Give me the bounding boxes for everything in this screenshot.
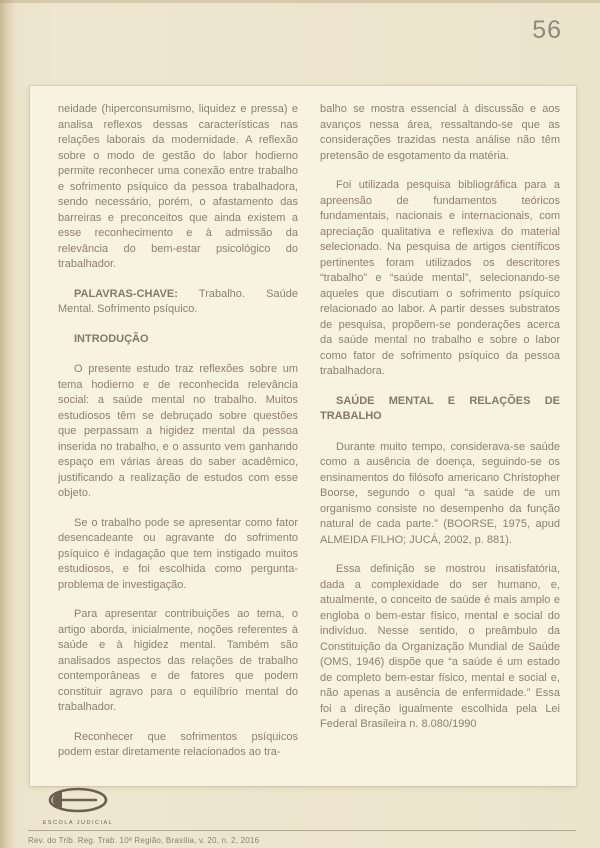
- escola-judicial-label: ESCOLA JUDICIAL: [42, 820, 114, 826]
- right-paragraph-2: Foi utilizada pesquisa bibliográfica para a apreensão de fundamentos teóricos fundamentais, nacionais e internacionais, com apreciação qualitativa e reflexiva do material selecionado. Na pesquisa de artigos científicos pertinentes foram utilizados os descritores “trabalho” e “saúde mental”, selecionando-se aqueles que discutiam o sofrimento psíquico relacionado ao labor. A partir desses substratos de pesquisa, propõem-se ponderações acerca da saúde mental no trabalho e sobre o labor como fator de sofrimento psíquico da pessoa trabalhadora.: [320, 179, 560, 377]
- abstract-continuation-paragraph: neidade (hiperconsumismo, liquidez e pressa) e analisa reflexos dessas características nas relações laborais da modernidade. A reflexão sobre o modo de gestão do labor hodierno permite reconhecer uma conexão entre trabalho e sofrimento psíquico da pessoa trabalhadora, sendo necessário, porém, o afastamento das barreiras e preconceitos que ainda existem a esse reconhecimento e à admissão da relevância do bem-estar psicológico do trabalhador.: [58, 103, 298, 270]
- footer-rule: [28, 830, 576, 831]
- saude-mental-paragraph-1: Durante muito tempo, considerava-se saúde como a ausência de doença, seguindo-se os ensinamentos do filósofo americano Christopher Boorse, segundo o qual “a saúde de um organismo consiste no desempenho da função natural de cada parte.” (BOORSE, 1975, apud ALMEIDA FILHO; JUCÁ, 2002, p. 881).: [320, 440, 560, 546]
- section-heading-saude-mental: SAÚDE MENTAL E RELAÇÕES DE TRABALHO: [320, 394, 560, 422]
- page-number: 56: [532, 16, 562, 44]
- column-left: [58, 102, 298, 772]
- two-column-layout: [58, 102, 560, 772]
- keywords-paragraph: [58, 287, 298, 318]
- intro-paragraph-2: Se o trabalho pode se apresentar como fator desencadeante ou agravante do sofrimento psíquico é indagação que tem instigado muitos estudiosos, e foi escolhida como pergunta-problema de investigação.: [58, 516, 298, 591]
- scan-top-edge: [0, 0, 600, 3]
- section-heading-introducao: INTRODUÇÃO: [74, 332, 149, 345]
- footer-citation: Rev. do Trib. Reg. Trab. 10ª Região, Brasília, v. 20, n. 2, 2016: [28, 836, 260, 845]
- escola-judicial-logo-mark: [47, 787, 109, 813]
- keywords-text: Trabalho. Saúde Mental. Sofrimento psíquico.: [58, 287, 298, 315]
- intro-paragraph-4: Reconhecer que sofrimentos psíquicos podem estar diretamente relacionados ao tra-: [58, 730, 298, 758]
- right-paragraph-1: balho se mostra essencial à discussão e aos avanços nessa área, ressaltando-se que as considerações trazidas nesta análise não têm pretensão de esgotamento da matéria.: [320, 103, 560, 162]
- escola-judicial-logo: [38, 787, 118, 826]
- article-text-panel: [30, 86, 576, 786]
- intro-paragraph-1: O presente estudo traz reflexões sobre um tema hodierno e de reconhecida relevância social: a saúde mental no trabalho. Muitos estudiosos têm se debruçado sobre questões que perpassam a higidez mental da pessoa inserida no trabalho, e o assunto vem ganhando espaço em várias áreas do saber acadêmico, justificando a realização de estudos com esse objeto.: [58, 363, 298, 499]
- keywords-label: PALAVRAS-CHAVE:: [74, 287, 178, 300]
- intro-paragraph-3: Para apresentar contribuições ao tema, o artigo aborda, inicialmente, noções referentes à saúde e à higidez mental. Também são analisados aspectos das relações de trabalho contemporâneas e de fatores que podem constituir agravo para o equilíbrio mental do trabalhador.: [58, 608, 298, 713]
- saude-mental-paragraph-2: Essa definição se mostrou insatisfatória, dada a complexidade do ser humano, e, atualmente, o conceito de saúde é mais amplo e engloba o bem-estar físico, mental e social do indivíduo. Nesse sentido, o preâmbulo da Constituição da Organização Mundial de Saúde (OMS, 1946) dispõe que “a saúde é um estado de completo bem-estar físico, mental e social e, não apenas a ausência de enfermidade.” Essa foi a direção igualmente escolhida pela Lei Federal Brasileira n. 8.080/1990: [320, 563, 560, 730]
- column-right: [320, 102, 560, 772]
